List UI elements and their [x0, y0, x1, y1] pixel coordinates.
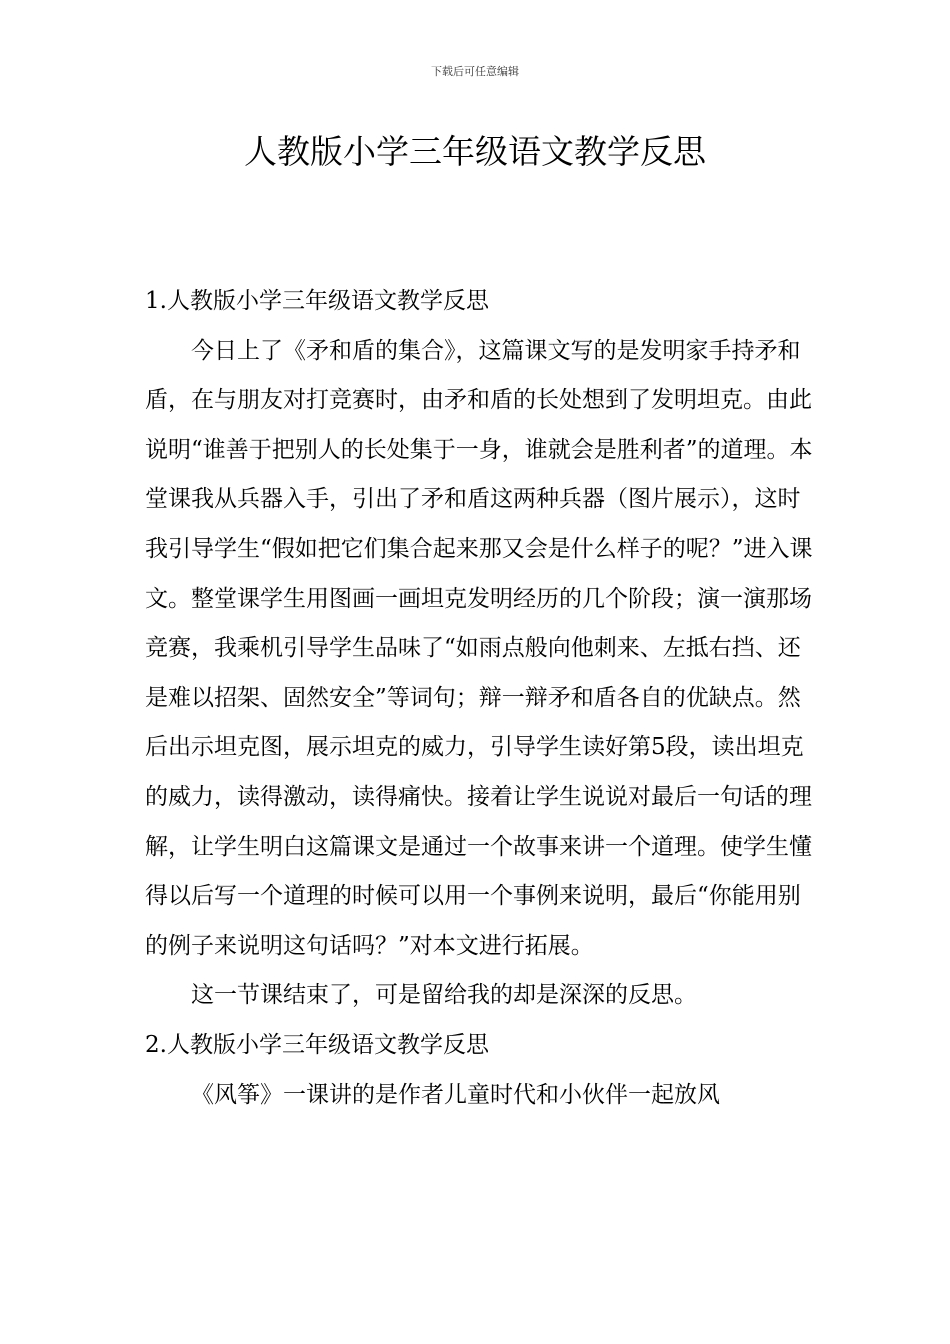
- section-heading-2: 2.人教版小学三年级语文教学反思: [145, 1031, 489, 1058]
- document-title: 人教版小学三年级语文教学反思: [244, 132, 706, 171]
- section-1-paragraph-1: 今日上了《矛和盾的集合》，这篇课文写的是发明家手持矛和盾，在与朋友对打竞赛时，由矛和盾的长处想到了发明坦克。由此说明“谁善于把别人的长处集于一身，谁就会是胜利者”的道理。本堂课我从兵器入手，引出了矛和盾这两种兵器（图片展示），这时我引导学生“假如把它们集合起来那又会是什么样子的呢？”进入课文。整堂课学生用图画一画坦克发明经历的几个阶段；演一演那场竞赛，我乘机引导学生品味了“如雨点般向他刺来、左抵右挡、还是难以招架、固然安全”等词句；辩一辩矛和盾各自的优缺点。然后出示坦克图，展示坦克的威力，引导学生读好第5段，读出坦克的威力，读得激动，读得痛快。接着让学生说说对最后一句话的理解，让学生明白这篇课文是通过一个故事来讲一个道理。使学生懂得以后写一个道理的时候可以用一个事例来说明，最后“你能用别的例子来说明这句话吗？”对本文进行拓展。: [145, 337, 813, 959]
- section-heading-1: 1.人教版小学三年级语文教学反思: [145, 288, 489, 314]
- page-header-note: 下载后可任意编辑: [431, 65, 519, 78]
- section-1-paragraph-2: 这一节课结束了，可是留给我的却是深深的反思。: [191, 982, 697, 1009]
- section-2-paragraph-1: 《风筝》一课讲的是作者儿童时代和小伙伴一起放风: [191, 1081, 720, 1108]
- document-body: [145, 277, 815, 1120]
